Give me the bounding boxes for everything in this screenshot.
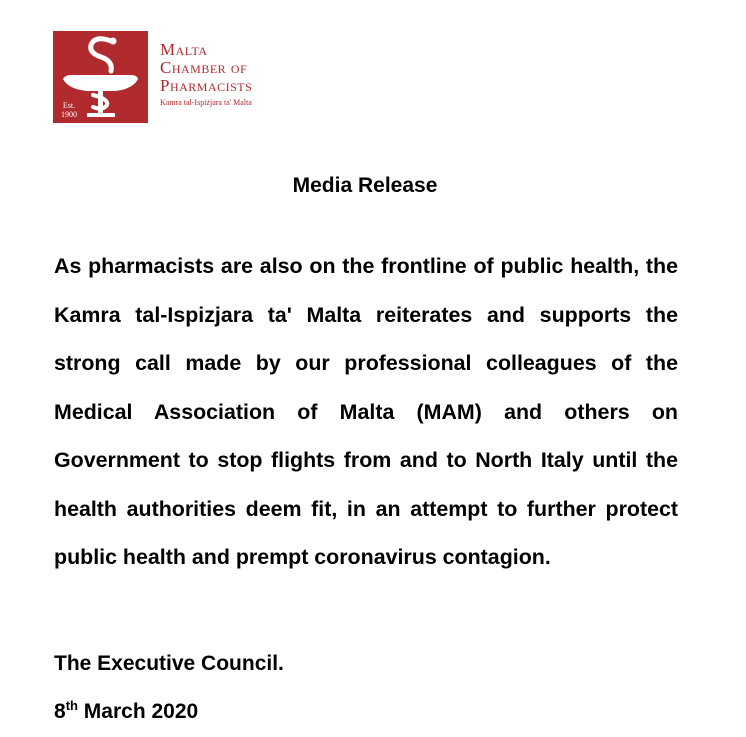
- logo-wordmark: [160, 41, 252, 109]
- date-month-year: March 2020: [77, 700, 199, 723]
- release-title: Media Release: [292, 174, 438, 197]
- release-body: As pharmacists are also on the frontline of public health, the Kamra tal-Ispizjara ta' Malta reiterates and supports the strong call made by our professional colleagues of the Medical Association of Malta (MAM) and others on Government to stop flights from and to North Italy until the health authorities deem fit, in an attempt to further protect public health and prempt coronavirus contagion.: [54, 254, 678, 569]
- release-date: [54, 688, 284, 736]
- signature: The Executive Council.: [54, 652, 284, 675]
- est-year: 1900: [61, 110, 77, 119]
- logo-subtitle: Kamra tal-Ispiżjara ta' Malta: [160, 98, 252, 107]
- logo-emblem: [53, 31, 148, 123]
- logo-name-line3: Pharmacists: [160, 76, 253, 95]
- logo-established: [57, 101, 81, 119]
- chamber-logo: [53, 31, 252, 123]
- logo-name-line2: Chamber of: [160, 58, 248, 77]
- date-suffix: th: [65, 698, 78, 713]
- date-day: 8: [54, 700, 66, 723]
- logo-name-line1: Malta: [160, 40, 208, 59]
- est-label: Est.: [62, 101, 76, 110]
- release-signoff: [54, 640, 284, 736]
